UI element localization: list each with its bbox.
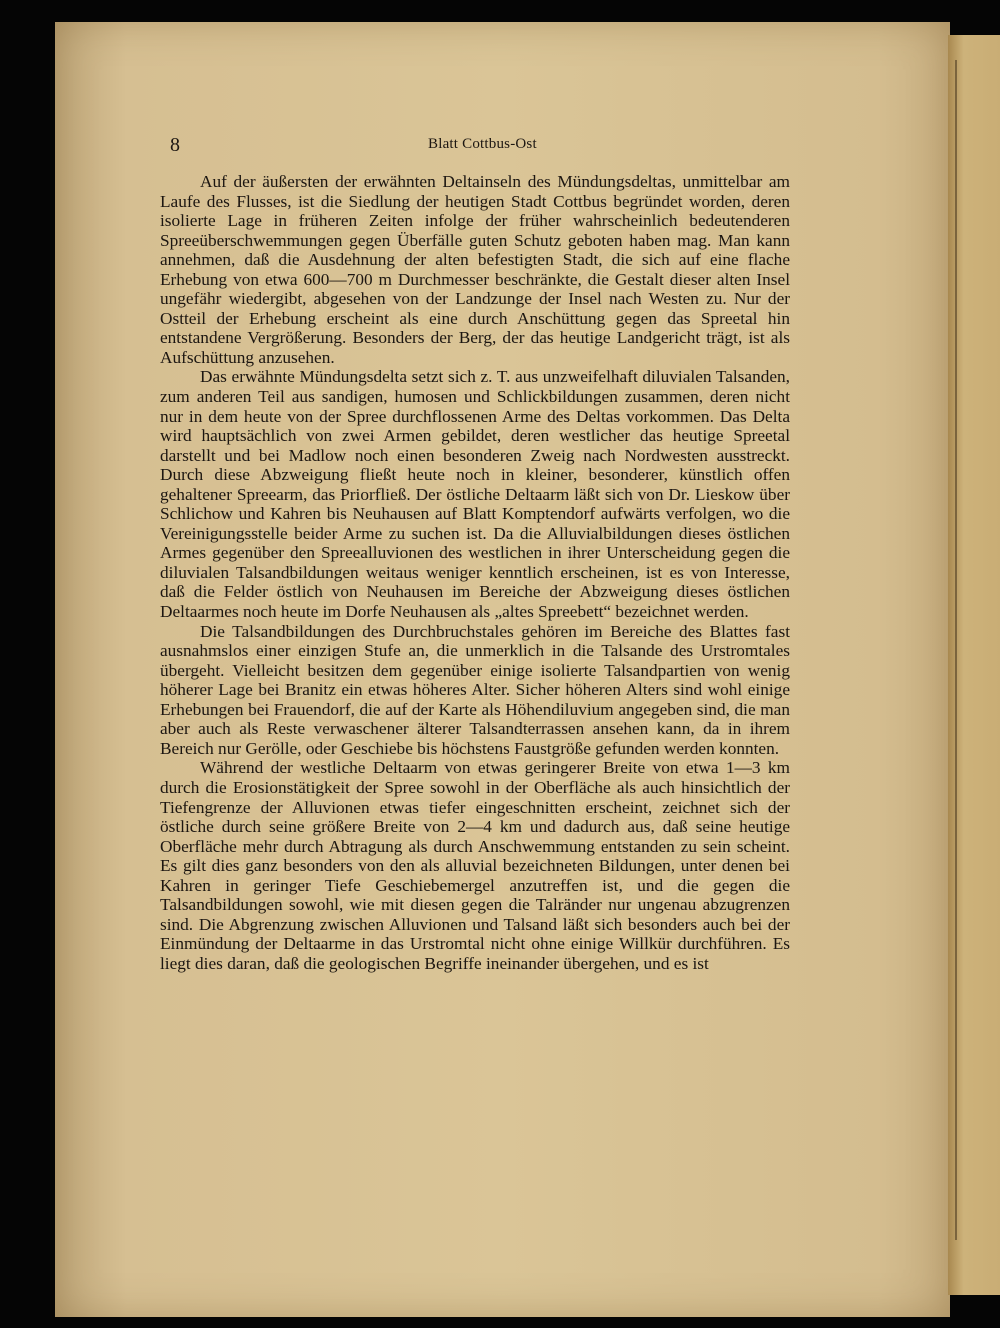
page-seam (955, 60, 957, 1240)
paragraph: Auf der äußersten der erwähnten Deltainseln des Mündungsdeltas, unmittelbar am Laufe des Flusses, ist die Siedlung der heutigen Stadt Cottbus begründet worden, deren isolierte Lage in früheren Zeiten infolge der früher wahrscheinlich bedeutenderen Spreeüberschwemmungen gegen Überfälle guten Schutz geboten haben mag. Man kann annehmen, daß die Ausdehnung der alten befestigten Stadt, die sich auf eine flache Erhebung von etwa 600—700 m Durchmesser beschränkte, die Gestalt dieser alten Insel ungefähr wiedergibt, abgesehen von der Landzunge der Insel nach Westen zu. Nur der Ostteil der Erhebung erscheint als eine durch Anschüttung gegen das Spreetal hin entstandene Vergrößerung. Besonders der Berg, der das heutige Landgericht trägt, ist als Aufschüttung anzusehen. (160, 172, 790, 367)
paragraph: Die Talsandbildungen des Durchbruchstales gehören im Bereiche des Blattes fast ausnahmslos einer einzigen Stufe an, die unmerklich in die Talsande des Urstromtales übergeht. Vielleicht besitzen dem gegenüber einige isolierte Talsandpartien von wenig höherer Lage bei Branitz ein etwas höheres Alter. Sicher höheren Alters sind wohl einige Erhebungen bei Frauendorf, die auf der Karte als Höhendiluvium angegeben sind, die man aber auch als Reste verwaschener älterer Talsandterrassen ansehen kann, da in ihrem Bereich nur Gerölle, oder Geschiebe bis höchstens Faustgröße gefunden werden konnten. (160, 621, 790, 758)
running-title: Blatt Cottbus-Ost (428, 136, 537, 152)
page-header (170, 134, 800, 158)
paragraph: Während der westliche Deltaarm von etwas geringerer Breite von etwa 1—3 km durch die Erosionstätigkeit der Spree sowohl in der Oberfläche als auch hinsichtlich der Tiefengrenze der Alluvionen etwas tiefer eingeschnitten erscheint, zeichnet sich der östliche durch seine größere Breite von 2—4 km und dadurch aus, daß seine heutige Oberfläche mehr durch Abtragung als durch Anschwemmung entstanden zu sein scheint. Es gilt dies ganz besonders von den als alluvial bezeichneten Bildungen, unter denen bei Kahren in geringer Tiefe Geschiebemergel anzutreffen ist, und die gegen die Talsandbildungen sowohl, wie mit diesen gegen die Talränder nur ungenau abzugrenzen sind. Die Abgrenzung zwischen Alluvionen und Talsand läßt sich besonders auch bei der Einmündung der Deltaarme in das Urstromtal nicht ohne einige Willkür durchführen. Es liegt dies daran, daß die geologischen Begriffe ineinander übergehen, und es ist (160, 758, 790, 973)
body-text (160, 172, 790, 973)
paragraph: Das erwähnte Mündungsdelta setzt sich z. T. aus unzweifelhaft diluvialen Talsanden, zum anderen Teil aus sandigen, humosen und Schlickbildungen zusammen, deren nicht nur in dem heute von der Spree durchflossenen Arme des Deltas vorkommen. Das Delta wird hauptsächlich von zwei Armen gebildet, deren westlicher das heutige Spreetal darstellt und bei Madlow noch einen besonderen Zweig nach Nordwesten ausstreckt. Durch diese Abzweigung fließt heute noch in kleiner, besonderer, künstlich offen gehaltener Spreearm, das Priorfließ. Der östliche Deltaarm läßt sich von Dr. Lieskow über Schlichow und Kahren bis Neuhausen auf Blatt Komptendorf aufwärts verfolgen, wo die Vereinigungsstelle beider Arme zu suchen ist. Da die Alluvialbildungen dieses östlichen Armes gegenüber den Spreealluvionen des westlichen in ihrer Unterscheidung gegen die diluvialen Talsandbildungen weitaus weniger kenntlich erscheinen, ist es von Interesse, daß die Felder östlich von Neuhausen im Bereiche der Abzweigung dieses östlichen Deltaarmes noch heute im Dorfe Neuhausen als „altes Spreebett“ bezeichnet werden. (160, 367, 790, 622)
page-number: 8 (170, 134, 180, 156)
